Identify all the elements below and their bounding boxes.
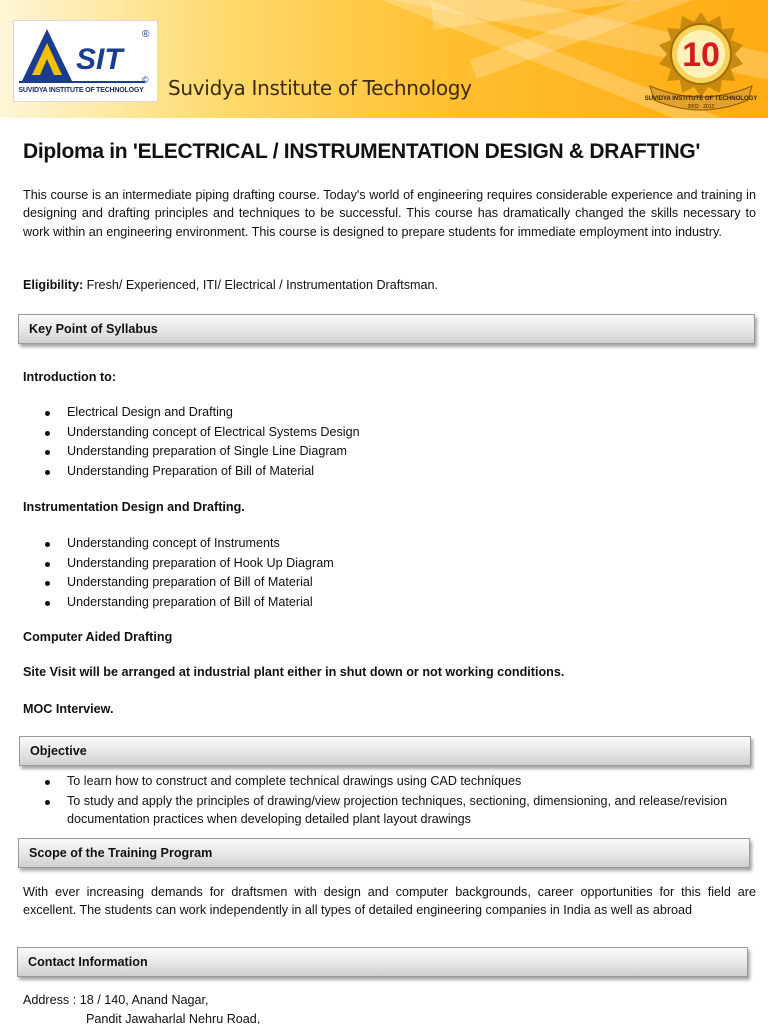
section-heading-scope: Scope of the Training Program [18, 838, 750, 868]
copyright-mark: © [142, 75, 149, 85]
address-line-1: 18 / 140, Anand Nagar, [79, 993, 209, 1007]
sit-logo [13, 20, 158, 102]
objective-list [45, 772, 735, 829]
list-item: Electrical Design and Drafting [45, 403, 735, 423]
badge-years: 2002 - 2012 [687, 104, 715, 110]
bullet-icon [45, 601, 50, 606]
registered-mark: ® [142, 29, 150, 40]
institute-name: Suvidya Institute of Technology [168, 76, 472, 100]
bullet-icon [45, 800, 50, 805]
list-item: Understanding preparation of Bill of Material [45, 593, 735, 613]
intro-to-heading: Introduction to: [23, 370, 117, 384]
bullet-icon [45, 780, 50, 785]
logo-text: SIT [76, 43, 123, 76]
bullet-icon [45, 581, 50, 586]
cad-heading: Computer Aided Drafting [23, 630, 173, 644]
list-item: Understanding concept of Electrical Systems Design [45, 423, 735, 443]
bullet-icon [45, 562, 50, 567]
address-line-2: Pandit Jawaharlal Nehru Road, [86, 1012, 261, 1024]
instrumentation-list [45, 534, 735, 612]
list-item: Understanding preparation of Bill of Material [45, 573, 735, 593]
section-heading-contact: Contact Information [17, 947, 748, 977]
address-block [23, 991, 260, 1024]
bullet-icon [45, 411, 50, 416]
badge-number: 10 [682, 36, 720, 74]
instrumentation-heading: Instrumentation Design and Drafting. [23, 500, 245, 514]
eligibility [23, 278, 438, 292]
eligibility-value: Fresh/ Experienced, ITI/ Electrical / Instrumentation Draftsman. [86, 278, 439, 292]
list-item: To study and apply the principles of drawing/view projection techniques, sectioning, dimensioning, and release/revision documentation practices when developing detailed plant layout drawings [45, 792, 735, 829]
bullet-icon [45, 431, 50, 436]
site-visit-note: Site Visit will be arranged at industrial plant either in shut down or not working conditions. [23, 665, 565, 679]
list-item: Understanding preparation of Single Line Diagram [45, 442, 735, 462]
address-label: Address : [23, 993, 77, 1007]
bullet-icon [45, 450, 50, 455]
list-item: Understanding preparation of Hook Up Diagram [45, 554, 735, 574]
list-item: Understanding Preparation of Bill of Material [45, 462, 735, 482]
logo-subtitle: SUVIDYA INSTITUTE OF TECHNOLOGY [18, 87, 144, 94]
list-item: To learn how to construct and complete technical drawings using CAD techniques [45, 772, 735, 792]
eligibility-label: Eligibility: [23, 278, 84, 292]
anniversary-badge-icon [642, 8, 760, 116]
intro-to-list [45, 403, 735, 481]
scope-text: With ever increasing demands for draftsmen with design and computer backgrounds, career opportunities for this field are excellent. The students can work independently in all types of detailed engineering companies in India as well as abroad [23, 885, 756, 918]
course-intro: This course is an intermediate piping drafting course. Today's world of engineering requires considerable experience and training in designing and drafting principles and techniques to be successful. This course has dramatically changed the skills necessary to work within an engineering environment. This course is designed to prepare students for immediate employment into industry. [23, 188, 756, 239]
header-banner [0, 0, 768, 118]
badge-text: SUVIDYA INSTITUTE OF TECHNOLOGY [644, 96, 758, 102]
list-item: Understanding concept of Instruments [45, 534, 735, 554]
section-heading-syllabus: Key Point of Syllabus [18, 314, 755, 344]
page-title: Diploma in 'ELECTRICAL / INSTRUMENTATION DESIGN & DRAFTING' [23, 140, 701, 163]
section-heading-objective: Objective [19, 736, 751, 766]
bullet-icon [45, 470, 50, 475]
moc-interview: MOC Interview. [23, 702, 114, 716]
bullet-icon [45, 542, 50, 547]
